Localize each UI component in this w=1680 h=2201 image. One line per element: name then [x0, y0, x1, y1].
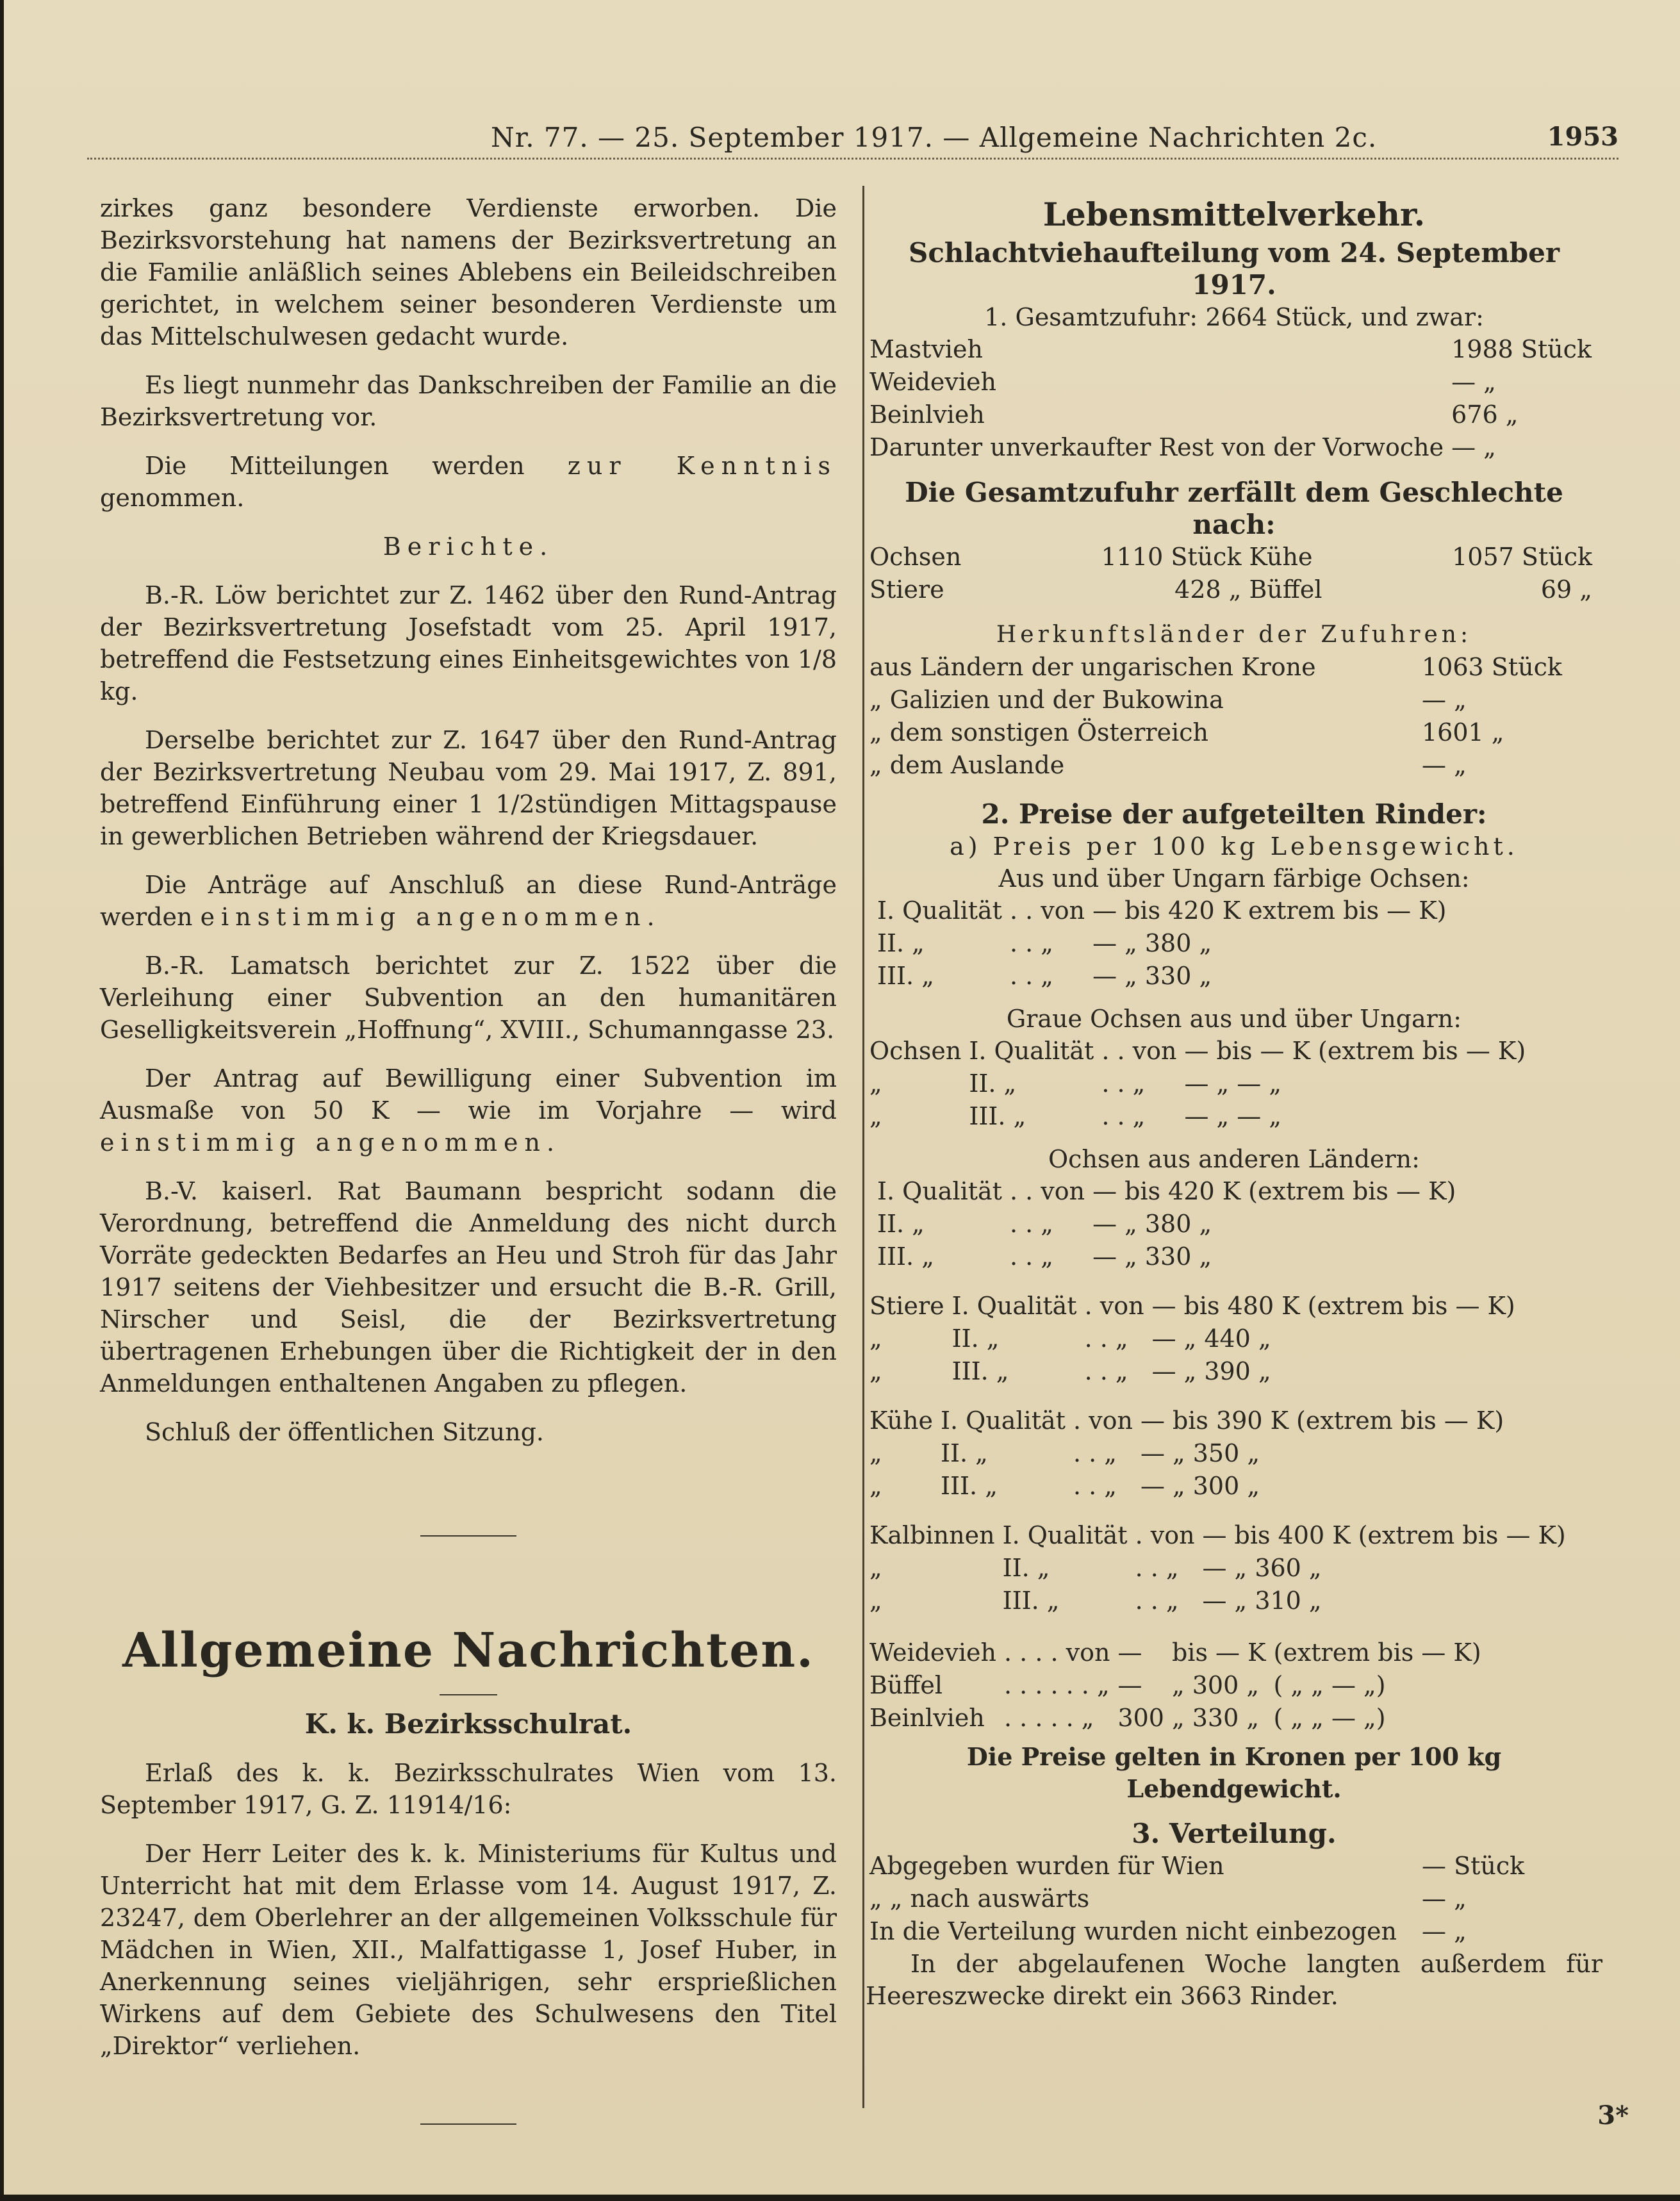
price-cell: „ — [869, 1324, 882, 1353]
section-title: Allgemeine Nachrichten. — [122, 1623, 814, 1678]
price-cell: (extrem bis — K) — [1318, 1037, 1526, 1065]
table-row — [866, 399, 1596, 431]
row-label: Beinlvieh — [869, 400, 985, 429]
price-cell: (extrem bis — K) — [1358, 1521, 1566, 1549]
price-cell: — — [1117, 1638, 1142, 1667]
page-number: 1953 — [1547, 122, 1618, 152]
price-cell: „ 380 „ — [1124, 929, 1212, 957]
price-cell: „ 300 „ — [1171, 1671, 1260, 1699]
price-cell: — — [1092, 1210, 1117, 1238]
price-cell: „ — [869, 1357, 882, 1385]
price-cell — [1355, 1585, 1570, 1617]
price-table-5 — [866, 1405, 1508, 1503]
row-value: — „ — [1422, 1917, 1467, 1945]
price-cell: „ — [869, 1102, 882, 1130]
price-cell: 300 — [1117, 1704, 1164, 1732]
row-value: — „ — [1451, 368, 1496, 396]
price-cell: . . „ — [1084, 1324, 1128, 1353]
animal: Ochsen — [869, 543, 962, 571]
paragraph: Es liegt nunmehr das Dankschreiben der Familie an die Bezirksvertretung vor. — [100, 371, 837, 431]
price-cell: . . „ — [1009, 1210, 1053, 1238]
price-cell: — — [1140, 1472, 1165, 1500]
price-cell: . . „ — [1073, 1439, 1117, 1467]
gender-title: Die Gesamtzufuhr zerfällt dem Geschlechte nach: — [905, 477, 1563, 540]
price-cell: „ — [869, 1069, 882, 1098]
paragraph: Der Herr Leiter des k. k. Ministeriums für Kultus und Unterricht hat mit dem Erlasse vom 14. August 1917, Z. 23247, dem Oberlehrer an der allgemeinen Volksschule für Mädchen in Wien, XII., Malfattigasse 1, Josef Huber, in Anerkennung seines vieljährigen, sehr ersprießlichen Wirkens auf dem Gebiete des Schulwesens den Titel „Direktor“ verliehen. — [100, 1840, 837, 2060]
table-row — [866, 541, 1596, 573]
price-cell: bis — K — [1171, 1638, 1266, 1667]
price-cell: III. „ — [877, 1242, 934, 1271]
table-row — [866, 1519, 1570, 1552]
price-table-1 — [866, 894, 1450, 993]
spaced-text: einstimmig angenommen. — [100, 1128, 561, 1157]
price-cell: bis 480 K — [1183, 1292, 1300, 1320]
row-value: — Stück — [1422, 1852, 1525, 1880]
table-row — [866, 1915, 1596, 1948]
section-heading-berichte: Berichte. — [383, 532, 554, 561]
price-cell: — — [1092, 1177, 1117, 1205]
price-cell: . . „ — [1009, 1242, 1053, 1271]
price-cell: . . „ — [1084, 1357, 1128, 1385]
price-cell: „ 310 „ — [1234, 1587, 1322, 1615]
table-row — [866, 1636, 1485, 1669]
price-cell: . von — [1073, 1406, 1133, 1435]
price-cell: bis 390 K — [1172, 1406, 1289, 1435]
price-cell: . . „ — [1101, 1069, 1146, 1098]
price-cell: „ — „ — [1216, 1069, 1282, 1098]
row-label: aus Ländern der ungarischen Krone — [869, 653, 1316, 681]
table-row — [866, 1035, 1529, 1068]
price-cell: „ — „ — [1216, 1102, 1282, 1130]
text: Die Anträge auf Anschluß an diese Rund-Anträge werden — [100, 871, 837, 931]
row-value: — „ — [1422, 1884, 1467, 1913]
price-cell: — — [1184, 1037, 1209, 1065]
paragraph: Schluß der öffentlichen Sitzung. — [145, 1418, 544, 1446]
price-cell: „ 330 „ — [1124, 962, 1212, 990]
price-cell: Beinlvieh — [869, 1704, 985, 1732]
price-cell: III. „ — [969, 1102, 1026, 1130]
price-cell — [866, 1241, 873, 1273]
price-cell: „ 380 „ — [1124, 1210, 1212, 1238]
price-cell: — — [1202, 1587, 1227, 1615]
row-value: — „ — [1422, 751, 1467, 779]
price-cell — [1304, 1323, 1519, 1355]
price-cell: I. Qualität — [969, 1037, 1094, 1065]
row-value: 1063 Stück — [1422, 653, 1562, 681]
table-row — [866, 1175, 1460, 1208]
table-row — [866, 1068, 1529, 1100]
divider — [420, 1535, 516, 1537]
row-label: Darunter unverkaufter Rest von der Vorwoche — [869, 433, 1444, 461]
price-cell: I. Qualität — [1002, 1521, 1128, 1549]
price-cell: „ 350 „ — [1172, 1439, 1260, 1467]
row-label: Mastvieh — [869, 335, 983, 363]
table-row — [866, 960, 1450, 993]
right-column — [866, 192, 1602, 2029]
price-cell: II. „ — [969, 1069, 1017, 1098]
price-cell — [1292, 1437, 1508, 1470]
table-row — [866, 1669, 1485, 1702]
price-cell: . . „ — [1009, 929, 1053, 957]
price-cell: Kalbinnen — [869, 1521, 995, 1549]
price-cell: — — [1117, 1671, 1142, 1699]
table-row — [866, 1883, 1596, 1915]
price-cell: (extrem bis — K) — [1273, 1638, 1481, 1667]
price-cell: „ — [869, 1472, 882, 1500]
row-label: „ Galizien und der Bukowina — [869, 686, 1224, 714]
table-row — [866, 1355, 1519, 1388]
price-cell: . von — [1084, 1292, 1144, 1320]
price-cell: „ — [869, 1554, 882, 1582]
row-label: Abgegeben wurden für Wien — [869, 1852, 1224, 1880]
price-table-7 — [866, 1636, 1485, 1735]
price-cell: „ 300 „ — [1172, 1472, 1260, 1500]
price-cell — [866, 1175, 873, 1208]
price-cell: I. Qualität — [951, 1292, 1077, 1320]
row-value: 676 „ — [1451, 400, 1519, 429]
price-cell: Ochsen — [869, 1037, 962, 1065]
price-cell: I. Qualität — [877, 1177, 1002, 1205]
gender-table — [866, 541, 1596, 606]
price-cell: extrem bis — K) — [1248, 896, 1447, 925]
price-cell: „ 360 „ — [1234, 1554, 1322, 1582]
table-row — [866, 1208, 1460, 1241]
price-cell: II. „ — [951, 1324, 1000, 1353]
price-table-4 — [866, 1290, 1519, 1388]
left-column — [100, 192, 837, 2138]
price-cell: . . von — [1101, 1037, 1177, 1065]
count: 1110 Stück — [1101, 543, 1242, 571]
price-cell: ( „ „ — „) — [1273, 1704, 1386, 1732]
count: 69 „ — [1540, 575, 1592, 604]
price-cell: Stiere — [869, 1292, 944, 1320]
price-cell: — — [1140, 1406, 1165, 1435]
price-cell: bis 420 K — [1124, 896, 1241, 925]
price-cell — [866, 960, 873, 993]
row-label: „ „ nach auswärts — [869, 1884, 1090, 1913]
price-cell: ( „ „ — „) — [1273, 1671, 1386, 1699]
text: genommen. — [100, 484, 245, 512]
table-row — [866, 333, 1596, 366]
price-cell: — — [1140, 1439, 1165, 1467]
row-label: „ dem Auslande — [869, 751, 1065, 779]
paragraph: B.-R. Lamatsch berichtet zur Z. 1522 über die Verleihung einer Subvention an den humanitären Geselligkeitsverein „Hoffnung“, XVIII., Schumanngasse 23. — [100, 952, 837, 1044]
column-divider — [862, 186, 864, 2108]
price-cell — [1355, 1552, 1570, 1585]
price-cell: I. Qualität — [941, 1406, 1066, 1435]
price-cell — [866, 894, 873, 927]
count: 1057 Stück — [1452, 543, 1592, 571]
table-row — [866, 431, 1596, 464]
table-row — [866, 1437, 1508, 1470]
price-cell: — — [1092, 1242, 1117, 1271]
table-row — [866, 749, 1596, 782]
table-row — [866, 366, 1596, 399]
price-cell: — — [1092, 929, 1117, 957]
price-cell: — — [1151, 1357, 1176, 1385]
price-table-6 — [866, 1519, 1570, 1617]
paragraph: Derselbe berichtet zur Z. 1647 über den Rund-Antrag der Bezirksvertretung Neubau vom 29. Mai 1917, Z. 891, betreffend Einführung einer 1 1/2stündigen Mittagspause in gewerblichen Betrieben während der Kriegsdauer. — [100, 726, 837, 850]
price-cell: — — [1151, 1324, 1176, 1353]
table-row — [866, 573, 1596, 606]
spaced-text: einstimmig angenommen. — [200, 903, 661, 931]
price-cell: . . . . . . „ — [1004, 1671, 1110, 1699]
price-cell — [866, 927, 873, 960]
paragraph — [100, 1062, 837, 1158]
price-cell: „ — [869, 1439, 882, 1467]
price-cell: „ 330 „ — [1171, 1704, 1260, 1732]
price-cell: — — [1202, 1521, 1227, 1549]
table-row — [866, 1850, 1596, 1883]
table-row — [866, 1702, 1485, 1735]
animal: Kühe — [1249, 543, 1313, 571]
price-cell: „ 330 „ — [1124, 1242, 1212, 1271]
price-cell — [1304, 1355, 1519, 1388]
table-row — [866, 927, 1450, 960]
price-cell: III. „ — [877, 962, 934, 990]
table-row — [866, 1470, 1508, 1503]
price-cell: — — [1151, 1292, 1176, 1320]
row-label: Weidevieh — [869, 368, 996, 396]
price-cell: I. Qualität — [877, 896, 1002, 925]
sub-title: K. k. Bezirksschulrat. — [304, 1708, 632, 1740]
price-cell — [1292, 1470, 1508, 1503]
price-cell: (extrem bis — K) — [1296, 1406, 1504, 1435]
table-row — [866, 651, 1596, 684]
price-cell: II. „ — [877, 929, 925, 957]
price-cell: — — [1184, 1069, 1209, 1098]
paragraph: B.-V. kaiserl. Rat Baumann bespricht sodann die Verordnung, betreffend die Anmeldung des nicht durch Vorräte gedeckten Bedarfes an Heu und Stroh für das Jahr 1917 seitens der Viehbesitzer und ersucht die B.-R. Grill, Nirscher und Seisl, die der Bezirksvertretung übertragenen Erhebungen über die Richtigkeit der in den Anmeldungen enthaltenen Angaben zu pflegen. — [100, 1177, 837, 1397]
header-rule — [87, 154, 1618, 160]
paragraph: Erlaß des k. k. Bezirksschulrates Wien vom 13. September 1917, G. Z. 11914/16: — [100, 1759, 837, 1819]
distribution-table — [866, 1850, 1596, 1948]
table-row — [866, 1290, 1519, 1323]
price-note: Die Preise gelten in Kronen per 100 kg Lebendgewicht. — [966, 1742, 1502, 1803]
price-cell: bis 400 K — [1234, 1521, 1351, 1549]
price-cell: (extrem bis — K) — [1307, 1292, 1515, 1320]
row-value: — „ — [1422, 686, 1467, 714]
divider — [420, 2123, 516, 2125]
price-cell: . . . . von — [1004, 1638, 1110, 1667]
price-cell: — — [1184, 1102, 1209, 1130]
row-value: 1601 „ — [1422, 718, 1504, 746]
price-cell: . . „ — [1073, 1472, 1117, 1500]
group-title: Aus und über Ungarn färbige Ochsen: — [998, 864, 1470, 893]
footer-mark: 3* — [1597, 2100, 1629, 2131]
row-label: In die Verteilung wurden nicht einbezogen — [869, 1917, 1397, 1945]
price-cell: „ 390 „ — [1183, 1357, 1271, 1385]
price-cell: . . von — [1009, 896, 1085, 925]
price-cell — [1244, 1241, 1460, 1273]
row-label: „ dem sonstigen Österreich — [869, 718, 1208, 746]
price-cell: II. „ — [877, 1210, 925, 1238]
table-row — [866, 684, 1596, 716]
price-cell: III. „ — [1002, 1587, 1060, 1615]
paragraph: B.-R. Löw berichtet zur Z. 1462 über den Rund-Antrag der Bezirksvertretung Josefstadt vom 25. April 1917, betreffend die Festsetzung eines Einheitsgewichtes von 1/8 kg. — [100, 581, 837, 705]
price-cell: „ 440 „ — [1183, 1324, 1271, 1353]
group-title: Ochsen aus anderen Ländern: — [1048, 1145, 1420, 1173]
price-cell — [1244, 1208, 1460, 1241]
row-value: — „ — [1451, 433, 1496, 461]
paragraph: zirkes ganz besondere Verdienste erworben. Die Bezirksvorstehung hat namens der Bezirksvertretung an die Familie anläßlich seines Ablebens ein Beileidschreiben gerichtet, in welchem seiner besonderen Verdienste um das Mittelschulwesen gedacht wurde. — [100, 194, 837, 350]
spaced-text: zur Kenntnis — [567, 452, 837, 480]
text: Die Mitteilungen werden — [145, 452, 525, 480]
price-cell: . von — [1135, 1521, 1195, 1549]
price-cell: . . „ — [1009, 962, 1053, 990]
count: 428 „ — [1174, 575, 1242, 604]
table-row — [866, 1585, 1570, 1617]
price-cell: . . . . . „ — [1004, 1704, 1094, 1732]
price-cell — [1244, 960, 1450, 993]
price-cell: Büffel — [869, 1671, 943, 1699]
animal: Stiere — [869, 575, 944, 604]
row-value: 1988 Stück — [1451, 335, 1592, 363]
table-row — [866, 716, 1596, 749]
divider — [440, 1694, 497, 1695]
price-cell: . . von — [1009, 1177, 1085, 1205]
price-cell: — — [1092, 962, 1117, 990]
prices-title: 2. Preise der aufgeteilten Rinder: — [981, 798, 1487, 830]
final-note: In der abgelaufenen Woche langten außerdem für Heereszwecke direkt ein 3663 Rinder. — [866, 1950, 1602, 2010]
price-cell: bis 420 K — [1124, 1177, 1241, 1205]
price-cell: . . „ — [1135, 1587, 1179, 1615]
group-title: Graue Ochsen aus und über Ungarn: — [1006, 1005, 1462, 1033]
price-cell: Weidevieh — [869, 1638, 996, 1667]
origin-title: Herkunftsländer der Zufuhren: — [996, 622, 1472, 648]
price-cell: III. „ — [951, 1357, 1009, 1385]
table-row — [866, 1100, 1529, 1133]
table-row — [866, 1323, 1519, 1355]
table-row — [866, 1241, 1460, 1273]
price-cell: „ — [869, 1587, 882, 1615]
price-cell: III. „ — [941, 1472, 998, 1500]
price-table-3 — [866, 1175, 1460, 1273]
paragraph — [100, 869, 837, 933]
table-row — [866, 1405, 1508, 1437]
price-cell: II. „ — [1002, 1554, 1050, 1582]
supply-table — [866, 333, 1596, 464]
price-cell: Kühe — [869, 1406, 933, 1435]
right-subtitle: Schlachtviehaufteilung vom 24. September 1917. — [908, 237, 1560, 301]
animal: Büffel — [1249, 575, 1322, 604]
distribution-title: 3. Verteilung. — [1132, 1818, 1337, 1849]
paragraph — [100, 450, 837, 514]
price-cell — [1314, 1068, 1529, 1100]
text: Der Antrag auf Bewilligung einer Subvention im Ausmaße von 50 K — wie im Vorjahre — wird — [100, 1064, 837, 1125]
price-cell: . . „ — [1135, 1554, 1179, 1582]
price-cell — [1314, 1100, 1529, 1133]
prices-subtitle: a) Preis per 100 kg Lebensgewicht. — [950, 832, 1519, 861]
table-row — [866, 894, 1450, 927]
price-table-2 — [866, 1035, 1529, 1133]
price-cell: — — [1202, 1554, 1227, 1582]
price-cell: — — [1092, 896, 1117, 925]
price-cell: bis — K — [1216, 1037, 1311, 1065]
price-cell: . . „ — [1101, 1102, 1146, 1130]
price-cell — [866, 1208, 873, 1241]
table-row — [866, 1552, 1570, 1585]
price-cell: (extrem bis — K) — [1248, 1177, 1456, 1205]
origin-table — [866, 651, 1596, 782]
total-supply: 1. Gesamtzufuhr: 2664 Stück, und zwar: — [984, 303, 1484, 331]
price-cell: II. „ — [941, 1439, 988, 1467]
price-cell — [1244, 927, 1450, 960]
header-title: Nr. 77. — 25. September 1917. — Allgemeine Nachrichten 2c. — [491, 122, 1378, 153]
right-title: Lebensmittelverkehr. — [1042, 195, 1426, 233]
